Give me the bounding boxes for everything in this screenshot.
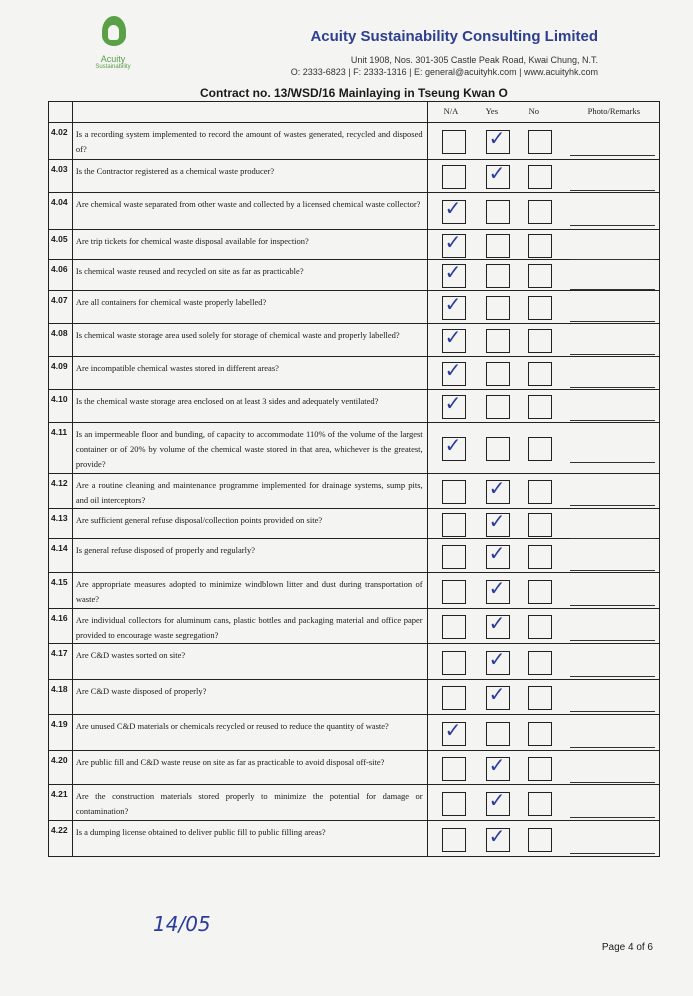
checkmark-icon: ✓ (488, 540, 506, 565)
remarks-line[interactable] (570, 420, 655, 421)
company-address: Unit 1908, Nos. 301-305 Castle Peak Road, Kwai Chung, N.T. (350, 55, 598, 65)
logo-name: Acuity (100, 54, 126, 64)
yes-checkbox[interactable] (486, 476, 510, 504)
checkmark-icon: ✓ (488, 161, 506, 185)
checkmark-icon: ✓ (488, 787, 506, 812)
na-checkbox[interactable] (442, 717, 466, 746)
na-checkbox[interactable] (442, 229, 466, 258)
item-answers (427, 715, 659, 751)
no-checkbox[interactable] (528, 264, 552, 288)
col-yes: Yes (485, 106, 499, 116)
handwritten-date: 14/05 (153, 912, 211, 936)
yes-checkbox[interactable] (486, 234, 510, 258)
no-checkbox[interactable] (528, 437, 552, 461)
yes-checkbox[interactable] (486, 264, 510, 288)
checklist-row (49, 123, 660, 160)
no-checkbox[interactable] (528, 165, 552, 189)
na-checkbox[interactable] (442, 480, 466, 504)
item-question: Are C&D waste disposed of properly? (72, 680, 427, 715)
item-number: 4.07 (49, 291, 73, 324)
company-logo (78, 16, 148, 71)
checklist-table (48, 101, 660, 857)
item-number: 4.21 (49, 785, 73, 821)
no-checkbox[interactable] (528, 686, 552, 710)
yes-checkbox[interactable] (486, 682, 510, 710)
item-question: Are unused C&D materials or chemicals recycled or reused to reduce the quantity of waste? (72, 715, 427, 751)
checkmark-icon: ✓ (488, 611, 506, 635)
checkmark-icon: ✓ (444, 229, 462, 254)
item-number: 4.18 (49, 680, 73, 715)
checklist-row (49, 390, 660, 423)
no-checkbox[interactable] (528, 480, 552, 504)
remarks-line[interactable] (570, 640, 655, 641)
checklist-row (49, 785, 660, 821)
remarks-line[interactable] (570, 817, 655, 818)
yes-checkbox[interactable] (486, 646, 510, 675)
item-answers (427, 751, 659, 785)
item-answers (427, 390, 659, 423)
item-question: Are appropriate measures adopted to minimize windblown litter and dust during transportation of waste? (72, 573, 427, 609)
logo-sub: Sustainability (95, 64, 131, 70)
no-checkbox[interactable] (528, 395, 552, 419)
checkmark-icon: ✓ (488, 682, 506, 706)
na-checkbox[interactable] (442, 828, 466, 852)
checkmark-icon: ✓ (488, 508, 506, 533)
company-address-block (291, 54, 598, 78)
item-answers (427, 680, 659, 715)
checkmark-icon: ✓ (488, 575, 506, 600)
na-checkbox[interactable] (442, 580, 466, 604)
checklist-row (49, 474, 660, 509)
item-answers (427, 357, 659, 390)
remarks-line[interactable] (570, 782, 655, 783)
na-checkbox[interactable] (442, 260, 466, 288)
item-answers (427, 539, 659, 573)
item-answers (427, 123, 659, 160)
item-answers (427, 230, 659, 260)
no-checkbox[interactable] (528, 234, 552, 258)
yes-checkbox[interactable] (486, 296, 510, 320)
item-number: 4.03 (49, 160, 73, 193)
checklist-row (49, 609, 660, 644)
item-number: 4.12 (49, 474, 73, 509)
checklist-row (49, 160, 660, 193)
remarks-line[interactable] (570, 570, 655, 571)
no-checkbox[interactable] (528, 513, 552, 537)
col-remarks: Photo/Remarks (587, 106, 641, 116)
no-checkbox[interactable] (528, 130, 552, 154)
item-number: 4.02 (49, 123, 73, 160)
na-checkbox[interactable] (442, 196, 466, 224)
item-question: Is chemical waste reused and recycled on site as far as practicable? (72, 260, 427, 291)
checklist-row (49, 230, 660, 260)
leaf-logo-icon (96, 16, 130, 54)
item-number: 4.04 (49, 193, 73, 230)
yes-checkbox[interactable] (486, 329, 510, 353)
header-num-cell (49, 102, 73, 123)
item-number: 4.09 (49, 357, 73, 390)
item-number: 4.17 (49, 644, 73, 680)
checklist-row (49, 357, 660, 390)
no-checkbox[interactable] (528, 792, 552, 816)
item-question: Is the chemical waste storage area enclosed on at least 3 sides and adequately ventilated? (72, 390, 427, 423)
company-name: Acuity Sustainability Consulting Limited (310, 28, 598, 45)
checkmark-icon: ✓ (488, 752, 506, 777)
checklist-row (49, 423, 660, 474)
no-checkbox[interactable] (528, 828, 552, 852)
checklist-row (49, 260, 660, 291)
item-question: Is general refuse disposed of properly and regularly? (72, 539, 427, 573)
checkmark-icon: ✓ (488, 476, 506, 500)
item-answers (427, 474, 659, 509)
item-answers (427, 291, 659, 324)
checkmark-icon: ✓ (488, 126, 506, 150)
item-answers (427, 609, 659, 644)
item-answers (427, 160, 659, 193)
page-number: Page 4 of 6 (601, 942, 653, 953)
item-number: 4.19 (49, 715, 73, 751)
remarks-line[interactable] (570, 190, 655, 191)
yes-checkbox[interactable] (486, 161, 510, 189)
yes-checkbox[interactable] (486, 611, 510, 639)
checklist-row (49, 821, 660, 857)
no-checkbox[interactable] (528, 200, 552, 224)
item-question: Are trip tickets for chemical waste disposal available for inspection? (72, 230, 427, 260)
contract-title: Contract no. 13/WSD/16 Mainlaying in Tseung Kwan O (200, 86, 508, 100)
item-number: 4.11 (49, 423, 73, 474)
item-answers (427, 785, 659, 821)
yes-checkbox[interactable] (486, 362, 510, 386)
item-question: Are a routine cleaning and maintenance programme implemented for drainage systems, sump pits, and oil interceptors? (72, 474, 427, 509)
col-no: No (528, 106, 540, 116)
item-number: 4.06 (49, 260, 73, 291)
item-answers (427, 193, 659, 230)
item-question: Are individual collectors for aluminum cans, plastic bottles and packaging material and office paper provided to encourage waste segregation? (72, 609, 427, 644)
na-checkbox[interactable] (442, 130, 466, 154)
item-number: 4.20 (49, 751, 73, 785)
checkmark-icon: ✓ (444, 391, 462, 415)
na-checkbox[interactable] (442, 686, 466, 710)
checklist-row (49, 715, 660, 751)
no-checkbox[interactable] (528, 615, 552, 639)
item-question: Are all containers for chemical waste properly labelled? (72, 291, 427, 324)
na-checkbox[interactable] (442, 391, 466, 419)
checklist-row (49, 324, 660, 357)
na-checkbox[interactable] (442, 651, 466, 675)
yes-checkbox[interactable] (486, 787, 510, 816)
checklist-row (49, 539, 660, 573)
item-question: Are C&D wastes sorted on site? (72, 644, 427, 680)
company-contacts: O: 2333-6823 | F: 2333-1316 | E: general@acuityhk.com | www.acuityhk.com (290, 67, 598, 77)
remarks-line[interactable] (570, 155, 655, 156)
remarks-line[interactable] (570, 853, 655, 854)
no-checkbox[interactable] (528, 651, 552, 675)
checkmark-icon: ✓ (444, 433, 462, 457)
na-checkbox[interactable] (442, 615, 466, 639)
checklist-row (49, 751, 660, 785)
yes-checkbox[interactable] (486, 823, 510, 852)
na-checkbox[interactable] (442, 292, 466, 320)
na-checkbox[interactable] (442, 757, 466, 781)
item-answers (427, 573, 659, 609)
item-question: Is chemical waste storage area used solely for storage of chemical waste and properly labelled? (72, 324, 427, 357)
item-question: Is a recording system implemented to record the amount of wastes generated, recycled and disposed of? (72, 123, 427, 160)
checklist-row (49, 193, 660, 230)
no-checkbox[interactable] (528, 757, 552, 781)
checklist-row (49, 291, 660, 324)
no-checkbox[interactable] (528, 362, 552, 386)
checklist-row (49, 680, 660, 715)
item-answers (427, 644, 659, 680)
checkmark-icon: ✓ (444, 717, 462, 742)
item-number: 4.16 (49, 609, 73, 644)
item-question: Are chemical waste separated from other waste and collected by a licensed chemical waste collector? (72, 193, 427, 230)
item-answers (427, 423, 659, 474)
item-number: 4.10 (49, 390, 73, 423)
header-question-cell (72, 102, 427, 123)
remarks-line[interactable] (570, 387, 655, 388)
na-checkbox[interactable] (442, 513, 466, 537)
na-checkbox[interactable] (442, 325, 466, 353)
item-question: Is the Contractor registered as a chemical waste producer? (72, 160, 427, 193)
yes-checkbox[interactable] (486, 508, 510, 537)
remarks-line[interactable] (570, 747, 655, 748)
checkmark-icon: ✓ (444, 292, 462, 316)
item-number: 4.13 (49, 509, 73, 539)
no-checkbox[interactable] (528, 296, 552, 320)
item-number: 4.05 (49, 230, 73, 260)
checklist-row (49, 644, 660, 680)
na-checkbox[interactable] (442, 358, 466, 386)
no-checkbox[interactable] (528, 545, 552, 569)
item-answers (427, 509, 659, 539)
item-question: Are incompatible chemical wastes stored in different areas? (72, 357, 427, 390)
yes-checkbox[interactable] (486, 722, 510, 746)
yes-checkbox[interactable] (486, 752, 510, 781)
yes-checkbox[interactable] (486, 437, 510, 461)
col-na: N/A (443, 106, 459, 116)
item-number: 4.14 (49, 539, 73, 573)
header-row (49, 102, 660, 123)
header-answer-cell (427, 102, 659, 123)
na-checkbox[interactable] (442, 792, 466, 816)
na-checkbox[interactable] (442, 433, 466, 461)
item-question: Is a dumping license obtained to deliver public fill to public filling areas? (72, 821, 427, 857)
remarks-line[interactable] (570, 354, 655, 355)
item-question: Are public fill and C&D waste reuse on site as far as practicable to avoid disposal off-site? (72, 751, 427, 785)
yes-checkbox[interactable] (486, 395, 510, 419)
yes-checkbox[interactable] (486, 126, 510, 154)
checkmark-icon: ✓ (444, 196, 462, 220)
checkmark-icon: ✓ (488, 823, 506, 848)
remarks-line[interactable] (570, 505, 655, 506)
yes-checkbox[interactable] (486, 575, 510, 604)
checklist-rows (49, 123, 660, 857)
no-checkbox[interactable] (528, 722, 552, 746)
item-question: Is an impermeable floor and bunding, of capacity to accommodate 110% of the volume of the largest container or of 20% by volume of the chemical waste stored in that area, whichever is the greatest, provide? (72, 423, 427, 474)
item-number: 4.15 (49, 573, 73, 609)
no-checkbox[interactable] (528, 329, 552, 353)
item-question: Are the construction materials stored properly to minimize the potential for damage or contamination? (72, 785, 427, 821)
na-checkbox[interactable] (442, 165, 466, 189)
remarks-line[interactable] (570, 462, 655, 463)
item-answers (427, 324, 659, 357)
remarks-line[interactable] (570, 676, 655, 677)
item-number: 4.22 (49, 821, 73, 857)
item-question: Are sufficient general refuse disposal/collection points provided on site? (72, 509, 427, 539)
checkmark-icon: ✓ (444, 325, 462, 349)
remarks-line[interactable] (570, 605, 655, 606)
checkmark-icon: ✓ (488, 646, 506, 671)
item-answers (427, 821, 659, 857)
yes-checkbox[interactable] (486, 540, 510, 569)
remarks-line[interactable] (570, 225, 655, 226)
no-checkbox[interactable] (528, 580, 552, 604)
checklist-row (49, 509, 660, 539)
checklist-row (49, 573, 660, 609)
remarks-line[interactable] (570, 711, 655, 712)
remarks-line[interactable] (570, 321, 655, 322)
checkmark-icon: ✓ (444, 260, 462, 284)
item-number: 4.08 (49, 324, 73, 357)
na-checkbox[interactable] (442, 545, 466, 569)
checkmark-icon: ✓ (444, 358, 462, 382)
item-answers (427, 260, 659, 291)
yes-checkbox[interactable] (486, 200, 510, 224)
